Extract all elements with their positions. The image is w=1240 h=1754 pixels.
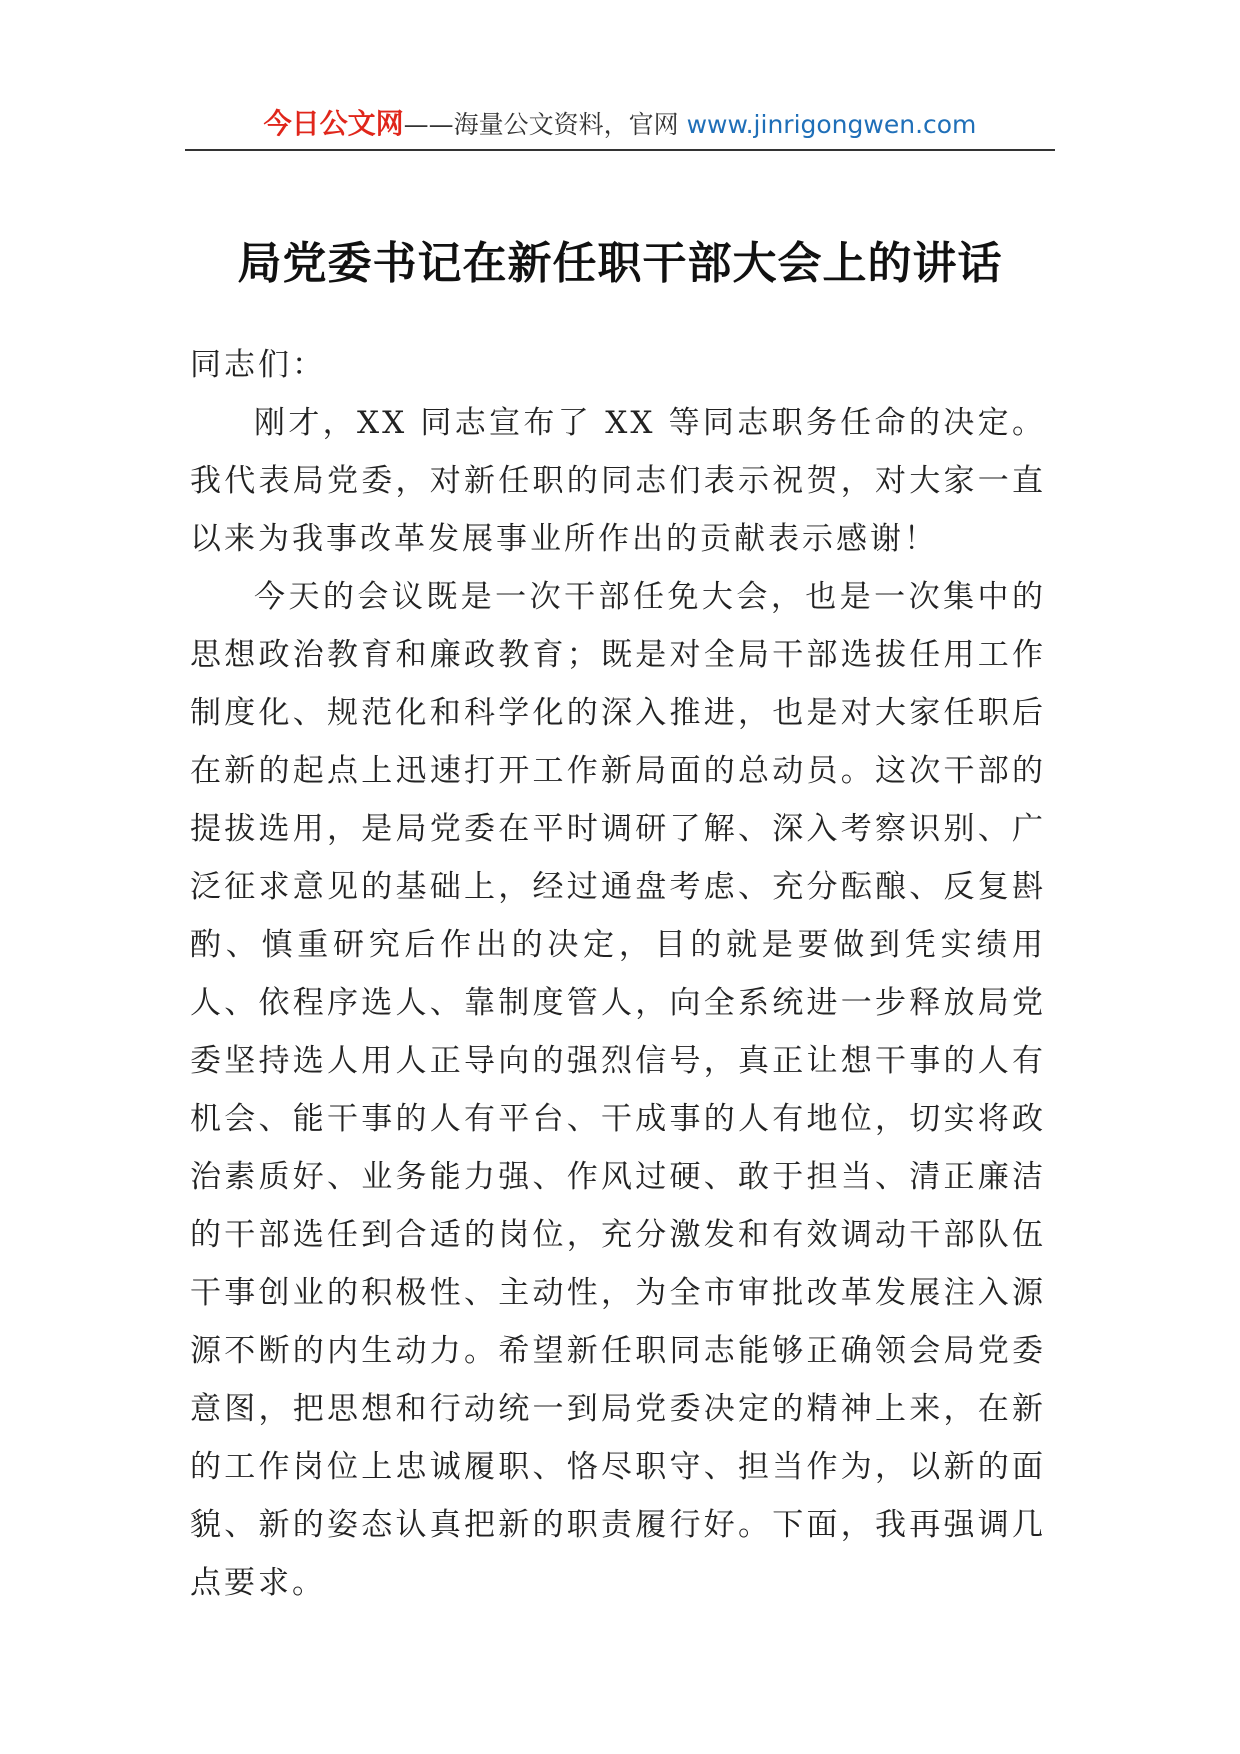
site-header — [185, 104, 1055, 144]
header-divider — [185, 149, 1055, 151]
paragraph-2: 今天的会议既是一次干部任免大会，也是一次集中的思想政治教育和廉政教育；既是对全局干部选拔任用工作制度化、规范化和科学化的深入推进，也是对大家任职后在新的起点上迅速打开工作新局面的总动员。这次干部的提拔选用，是局党委在平时调研了解、深入考察识别、广泛征求意见的基础上，经过通盘考虑、充分酝酿、反复斟酌、慎重研究后作出的决定，目的就是要做到凭实绩用人、依程序选人、靠制度管人，向全系统进一步释放局党委坚持选人用人正导向的强烈信号，真正让想干事的人有机会、能干事的人有平台、干成事的人有地位，切实将政治素质好、业务能力强、作风过硬、敢于担当、清正廉洁的干部选任到合适的岗位，充分激发和有效调动干部队伍干事创业的积极性、主动性，为全市审批改革发展注入源源不断的内生动力。希望新任职同志能够正确领会局党委意图，把思想和行动统一到局党委决定的精神上来，在新的工作岗位上忠诚履职、恪尽职守、担当作为，以新的面貌、新的姿态认真把新的职责履行好。下面，我再强调几点要求。 — [190, 579, 1046, 1601]
document-title: 局党委书记在新任职干部大会上的讲话 — [237, 238, 1003, 290]
site-url-link[interactable]: www.jinrigongwen.com — [686, 110, 977, 139]
paragraph-1: 刚才，XX 同志宣布了 XX 等同志职务任命的决定。我代表局党委，对新任职的同志们表示祝贺，对大家一直以来为我事改革发展事业所作出的贡献表示感谢！ — [190, 405, 1046, 557]
salutation: 同志们： — [190, 347, 326, 383]
header-dash: —— — [403, 110, 454, 139]
header-tagline: 海量公文资料，官网 — [453, 110, 679, 139]
site-brand: 今日公文网 — [263, 107, 404, 140]
document-body — [190, 336, 1046, 1612]
